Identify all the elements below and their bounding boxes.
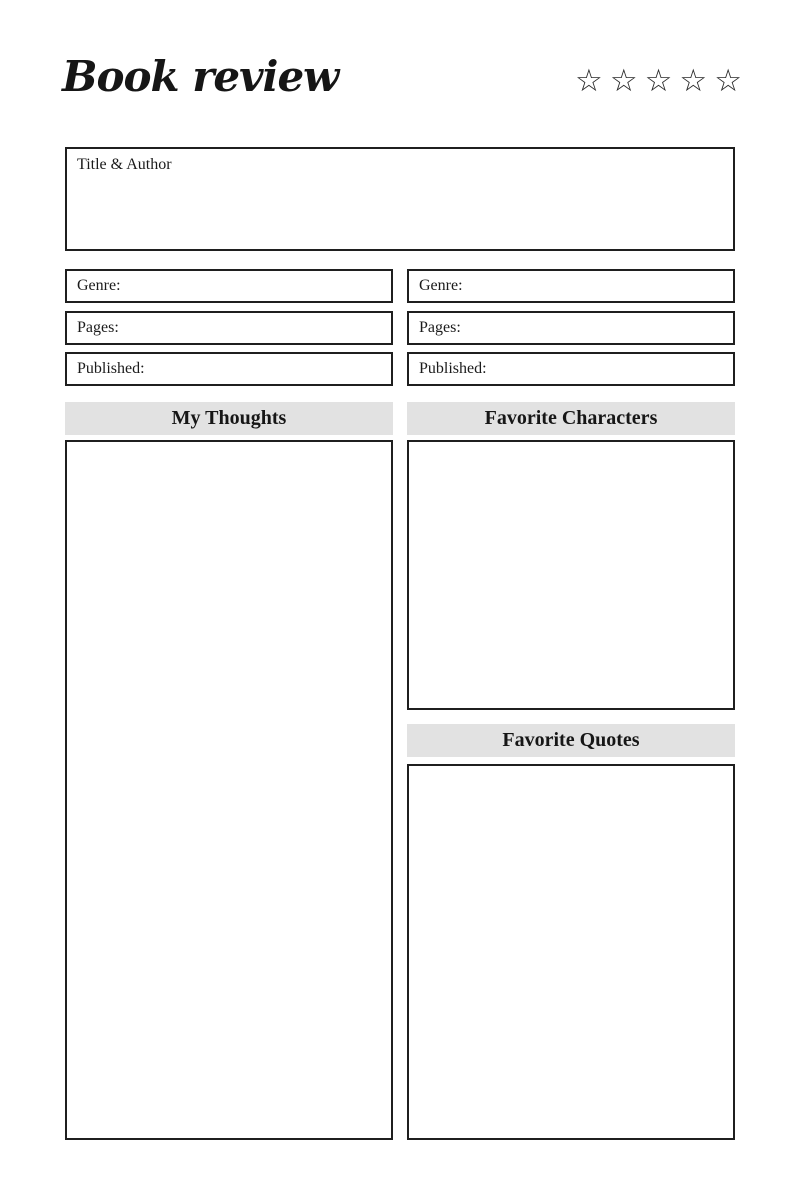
my-thoughts-title: My Thoughts bbox=[171, 407, 287, 429]
genre-label: Genre: bbox=[77, 277, 121, 294]
star-icon[interactable]: ☆ bbox=[575, 63, 603, 99]
favorite-quotes-header bbox=[407, 724, 735, 757]
my-thoughts-content[interactable] bbox=[67, 442, 391, 1138]
favorite-characters-content[interactable] bbox=[409, 442, 733, 708]
star-icon[interactable]: ☆ bbox=[714, 63, 742, 99]
rating-stars bbox=[575, 63, 742, 99]
published-label: Published: bbox=[419, 360, 487, 377]
genre-label: Genre: bbox=[419, 277, 463, 294]
pages-label: Pages: bbox=[419, 319, 461, 336]
favorite-quotes-title: Favorite Quotes bbox=[502, 729, 640, 751]
published-label: Published: bbox=[77, 360, 145, 377]
favorite-quotes-box[interactable] bbox=[407, 764, 735, 1140]
favorite-characters-box[interactable] bbox=[407, 440, 735, 710]
star-icon[interactable]: ☆ bbox=[609, 63, 638, 99]
pages-field-right[interactable] bbox=[407, 311, 735, 345]
my-thoughts-header bbox=[65, 402, 393, 435]
pages-field-left[interactable] bbox=[65, 311, 393, 345]
my-thoughts-box[interactable] bbox=[65, 440, 393, 1140]
title-author-box[interactable] bbox=[65, 147, 735, 251]
title-author-label: Title & Author bbox=[77, 156, 172, 173]
published-field-right[interactable] bbox=[407, 352, 735, 386]
pages-label: Pages: bbox=[77, 319, 119, 336]
favorite-characters-header bbox=[407, 402, 735, 435]
genre-field-right[interactable] bbox=[407, 269, 735, 303]
star-icon[interactable]: ☆ bbox=[644, 63, 673, 99]
published-field-left[interactable] bbox=[65, 352, 393, 386]
page-title: Book review bbox=[62, 52, 339, 101]
genre-field-left[interactable] bbox=[65, 269, 393, 303]
favorite-quotes-content[interactable] bbox=[409, 766, 733, 1138]
star-icon[interactable]: ☆ bbox=[679, 63, 708, 99]
favorite-characters-title: Favorite Characters bbox=[484, 407, 658, 429]
